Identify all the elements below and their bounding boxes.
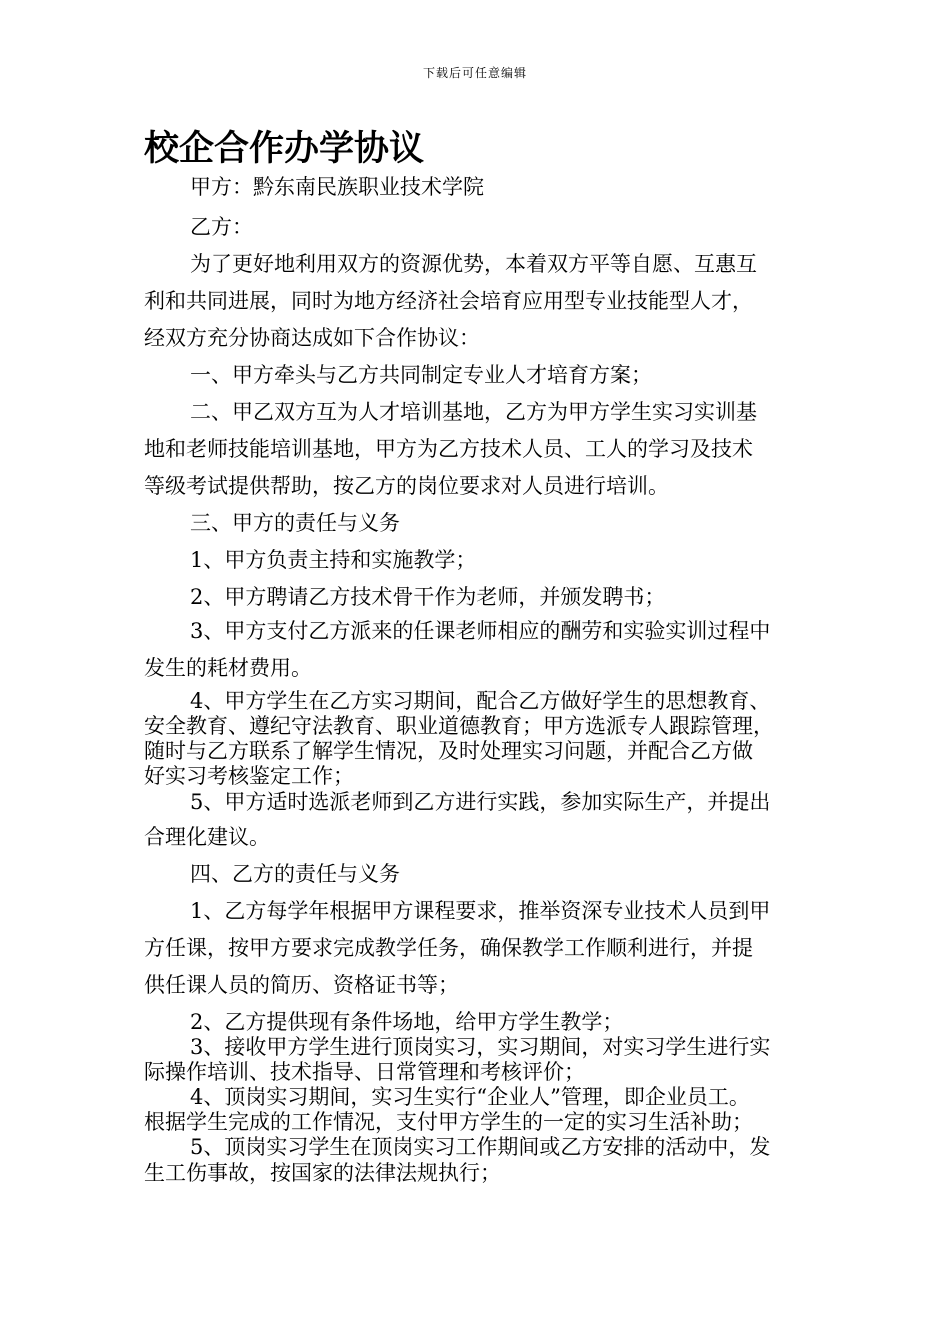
intro-paragraph-line: 利和共同进展，同时为地方经济社会培育应用型专业技能型人才，	[144, 289, 753, 313]
clause-2-line: 二、甲乙双方互为人才培训基地，乙方为甲方学生实习实训基	[190, 400, 757, 424]
document-title: 校企合作办学协议	[144, 128, 425, 169]
section-4-item-3: 际操作培训、技术指导、日常管理和考核评价；	[144, 1060, 585, 1084]
section-3-item-4: 好实习考核鉴定工作；	[144, 764, 354, 788]
section-3-item-5: 5、甲方适时选派老师到乙方进行实践，参加实际生产，并提出	[190, 790, 771, 814]
section-4-item-1: 供任课人员的简历、资格证书等；	[144, 973, 459, 997]
section-3-item-4: 4、甲方学生在乙方实习期间，配合乙方做好学生的思想教育、	[190, 689, 771, 713]
section-3-item-5: 合理化建议。	[144, 825, 270, 849]
party-a-line: 甲方：黔东南民族职业技术学院	[190, 175, 484, 199]
clause-2-line: 地和老师技能培训基地，甲方为乙方技术人员、工人的学习及技术	[144, 437, 753, 461]
header-note: 下载后可任意编辑	[422, 66, 527, 80]
section-4-item-4: 4、顶岗实习期间，实习生实行“企业人”管理，即企业员工。	[190, 1085, 750, 1109]
section-4-item-3: 3、接收甲方学生进行顶岗实习，实习期间，对实习学生进行实	[190, 1035, 771, 1059]
section-4-item-1: 1、乙方每学年根据甲方课程要求，推举资深专业技术人员到甲	[190, 899, 771, 923]
section-3-item-3: 发生的耗材费用。	[144, 656, 312, 680]
section-3-item-1: 1、甲方负责主持和实施教学；	[190, 548, 477, 572]
clause-1-line: 一、甲方牵头与乙方共同制定专业人才培育方案；	[190, 363, 652, 387]
section-4-item-5: 5、顶岗实习学生在顶岗实习工作期间或乙方安排的活动中，发	[190, 1135, 771, 1159]
intro-paragraph-line: 为了更好地利用双方的资源优势，本着双方平等自愿、互惠互	[190, 252, 757, 276]
intro-paragraph-line: 经双方充分协商达成如下合作协议：	[144, 326, 480, 350]
party-b-line: 乙方：	[190, 215, 253, 239]
section-4-item-2: 2、乙方提供现有条件场地，给甲方学生教学；	[190, 1010, 624, 1034]
clause-2-line: 等级考试提供帮助，按乙方的岗位要求对人员进行培训。	[144, 474, 669, 498]
section-3-item-4: 随时与乙方联系了解学生情况，及时处理实习问题，并配合乙方做	[144, 739, 753, 763]
section-3-heading: 三、甲方的责任与义务	[190, 511, 400, 535]
section-3-item-3: 3、甲方支付乙方派来的任课老师相应的酬劳和实验实训过程中	[190, 619, 771, 643]
section-4-item-4: 根据学生完成的工作情况，支付甲方学生的一定的实习生活补助；	[144, 1110, 753, 1134]
section-4-heading: 四、乙方的责任与义务	[190, 862, 400, 886]
section-4-item-1: 方任课，按甲方要求完成教学任务，确保教学工作顺利进行，并提	[144, 936, 753, 960]
section-3-item-2: 2、甲方聘请乙方技术骨干作为老师，并颁发聘书；	[190, 585, 666, 609]
section-4-item-5: 生工伤事故，按国家的法律法规执行；	[144, 1161, 501, 1185]
section-3-item-4: 安全教育、遵纪守法教育、职业道德教育；甲方选派专人跟踪管理，	[144, 714, 774, 738]
